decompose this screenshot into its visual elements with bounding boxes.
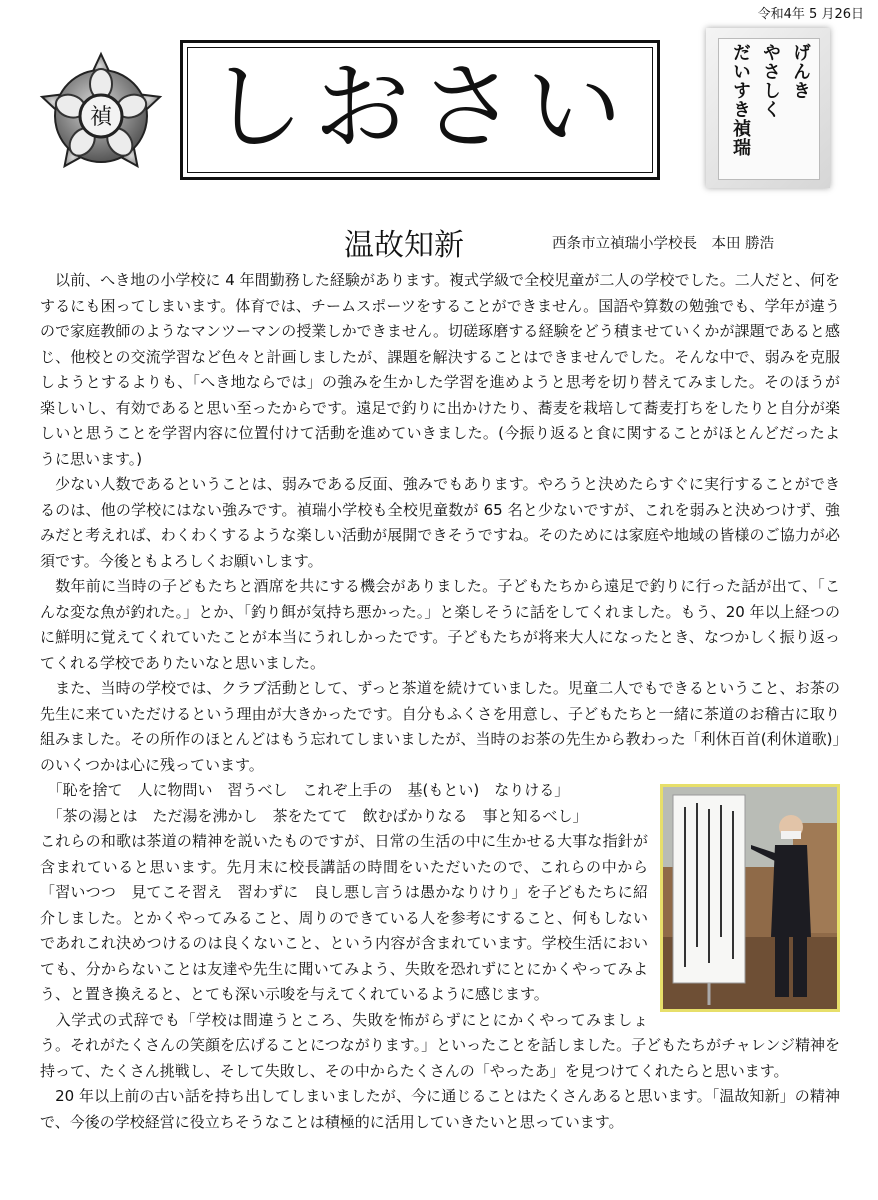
article-author: 西条市立禎瑞小学校長 本田 勝浩 <box>552 236 775 252</box>
article-heading: 温故知新 <box>344 228 464 263</box>
principal-speaking-illustration <box>663 787 837 1009</box>
article-paragraph: 数年前に当時の子どもたちと酒席を共にする機会がありました。子どもたちから遠足で釣りに行った話が出て、「こんな変な魚が釣れた。」とか、「釣り餌が気持ち悪かった。」と楽しそうに話をしてくれました。もう、20 年以上経つのに鮮明に覚えてくれていたことが本当にうれしかったです。子どもたちが将来大人になったとき、なつかしく振り返ってくれる学校でありたいなと思いました。 <box>40 577 840 672</box>
article-paragraph: 以前、へき地の小学校に 4 年間勤務した経験があります。複式学級で全校児童が二人の学校でした。二人だと、何をするにも困ってしまいます。体育では、チームスポーツをすることができません。国語や算数の勉強でも、学年が違うので家庭教師のようなマンツーマンの授業しかできません。切磋琢磨する経験をどう積ませていくかが課題であると感じ、他校との交流学習など色々と計画しましたが、課題を解決することはできませんでした。そんな中で、弱みを克服しようとするよりも、「へき地ならでは」の強みを生かした学習を進めようと思考を切り替えてみました。そのほうが楽しいし、有効であると思い至ったからです。遠足で釣りに出かけたり、蕎麦を栽培して蕎麦打ちをしたりと自分が楽しいと思うことを学習内容に位置付けて活動を進めていきました。(今振り返ると食に関することがほとんどだったように思います。) <box>40 271 840 468</box>
article-body <box>40 268 840 1135</box>
newsletter-title: しおさい <box>208 51 632 163</box>
article-paragraph: 「茶の湯とは ただ湯を沸かし 茶をたてて 飲むばかりなる 事と知るべし」 <box>40 806 588 825</box>
article-paragraph: また、当時の学校では、クラブ活動として、ずっと茶道を続けていました。児童二人でもできるということ、お茶の先生に来ていただけるという理由が大きかったです。自分もふくさを用意し、子どもたちと一緒に茶道のお稽古に取り組みました。その所作のほとんどはもう忘れてしまいましたが、当時のお茶の先生から教わった「利休百首(利休道歌)」のいくつかは心に残っています。 <box>40 679 840 774</box>
motto-line-2: やさしく <box>760 43 781 119</box>
article-paragraph: これらの和歌は茶道の精神を説いたものですが、日常の生活の中に生かせる大事な指針が含まれていると思います。先月末に校長講話の時間をいただいたので、これらの中から「習いつつ 見てこそ習え 習わずに 良し悪し言うは愚かなりけり」を子どもたちに紹介しました。とかくやってみること、周りのできている人を参考にすること、何もしないであれこれ決めつけるのは良くないこと、という内容が含まれています。学校生活においても、分からないことは友達や先生に聞いてみよう、失敗を恐れずにとにかくやってみよう、と置き換えると、とても深い示唆を与えてくれているように感じます。 <box>40 832 648 1003</box>
school-emblem-icon <box>34 46 168 180</box>
newsletter-title-frame <box>180 40 660 180</box>
motto-line-3: だいすき禎瑞 <box>730 43 751 157</box>
article-paragraph: 「恥を捨て 人に物問い 習うべし これぞ上手の 基(もとい) なりける」 <box>40 781 570 799</box>
article-paragraph: 少ない人数であるということは、弱みである反面、強みでもあります。やろうと決めたらすぐに実行することができるのは、他の学校にはない強みです。禎瑞小学校も全校児童数が 65 名と少ないですが、これを弱みと決めつけず、強みだと考えれば、わくわくするような楽しい活動が展開できそうですね。そのためには家庭や地域の皆様のご協力が必須です。今後ともよろしくお願いします。 <box>40 475 840 570</box>
article-paragraph: 入学式の式辞でも「学校は間違うところ、失敗を怖がらずにとにかくやってみましょう。それがたくさんの笑顔を広げることにつながります。」といったことを話しました。子どもたちがチャレンジ精神を持って、たくさん挑戦し、そして失敗し、その中からたくさんの「やったあ」を見つけてくれたらと思います。 <box>40 1010 840 1080</box>
principal-talk-photo <box>660 784 840 1012</box>
motto-plaque <box>706 28 830 188</box>
article-paragraph: 20 年以上前の古い話を持ち出してしまいましたが、今に通じることはたくさんあると思います。「温故知新」の精神で、今後の学校経営に役立ちそうなことは積極的に活用していきたいと思っています。 <box>40 1087 840 1131</box>
motto-line-1: げんき <box>790 43 811 100</box>
issue-date: 令和4年 5 月26日 <box>757 7 864 22</box>
emblem-char: 禎 <box>89 105 113 130</box>
